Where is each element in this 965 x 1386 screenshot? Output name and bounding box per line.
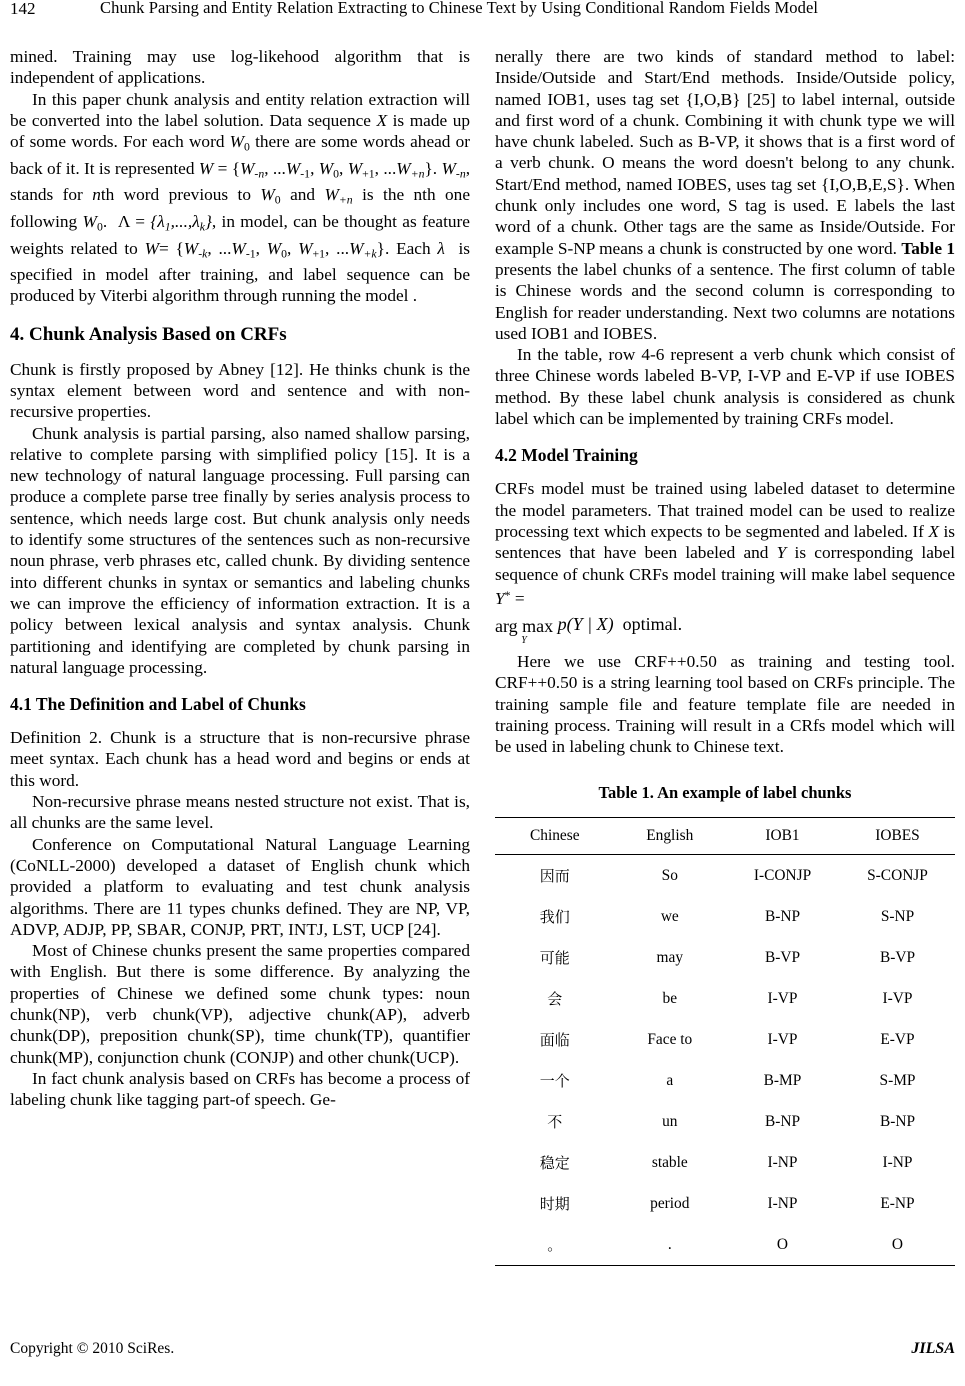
math-lambda-set: $\Lambda = \{\lambda_1,...,\lambda_k\}$ [117,211,212,234]
math-sub-neg-n: -n [455,167,466,181]
math-sub-0: 0 [274,193,281,207]
text-run: , in model, can be thought as feature weights related to [10,211,470,258]
argmax-operator [495,613,554,646]
cell-chinese: 我们 [539,908,570,927]
cell-iob1: I-CONJP [753,866,812,884]
text-run: CRFs model must be trained using labeled dataset to determine the model parameters. That trained model can be used to realize processing text which expects to be segmented and labeled. If [495,479,955,541]
table-row [495,1101,955,1142]
subsection-heading-4-1: 4.1 The Definition and Label of Chunks [10,694,306,715]
paragraph-abney: Chunk is firstly proposed by Abney [12]. He thinks chunk is the syntax element between word and sentence and with non-recursive properties. [10,359,470,422]
math-lambda: λ [437,238,445,258]
cell-iob1: B-NP [764,907,801,925]
cell-english: period [650,1194,690,1212]
math-eq-W: W [198,158,214,178]
text-run: there are some words ahead or back of it. It is represented [10,132,470,178]
cell-iobes: B-VP [879,948,916,966]
table-header-row [495,818,955,855]
paragraph-definition-2: Definition 2. Chunk is a structure that is non-recursive phrase meet syntax. Each chunk has a head word and begins or ends at this word. [10,728,470,790]
paragraph-chunk-analysis: Chunk analysis is partial parsing, also named shallow parsing, relative to complete parsing with simplified policy [15]. It is a new technology of natural language processing. Full parsing can produce a complete parse tree finally by series analysis process to sentence, which needs large cost. But chunk analysis only needs to identify some structures of the sentences such as non-recursive noun phrase, verb phrases etc, called chunk. By dividing sentence into different chunks in syntax or semantics and labeling chunks we can improve the efficiency of information extraction. It is a policy between lexical analysis and syntax analysis. Chunk partitioning and identifying are completed by chunk parsing in natural language processing. [10,423,470,677]
math-sub-neg-k: -k [198,246,208,260]
table-row [495,937,955,978]
table-reference: Table 1 [901,238,955,258]
cell-iob1: B-NP [764,1112,801,1130]
cell-chinese: 不 [547,1113,563,1132]
table-row [495,1224,955,1266]
text-run: In this paper chunk analysis and entity relation extraction will be converted into the label solution. Data sequence [10,89,470,130]
cell-iobes: E-VP [880,1030,915,1048]
cell-chinese: 一个 [539,1072,570,1091]
label-chunks-table [495,817,955,1266]
text-run: th word previous to [100,185,261,205]
cell-english: un [662,1112,678,1130]
cell-iob1: B-MP [763,1071,802,1089]
text-run: and [280,185,325,205]
table-row [495,1183,955,1224]
page-footer [10,1340,955,1358]
cell-english: a [666,1071,674,1089]
text-run: is sentences that have been labeled and [495,521,955,563]
cell-english: So [661,866,678,884]
cell-iobes: S-MP [879,1071,916,1089]
column-header-english: English [615,818,725,855]
running-head [10,0,955,36]
cell-english: may [656,948,684,966]
math-sub-0: 0 [244,140,250,154]
cell-iobes: S-CONJP [867,866,928,884]
math-sub-neg-1: -1 [300,167,311,181]
math-var-Y-star: Y [495,588,505,608]
table-row [495,1060,955,1101]
body-columns [10,46,955,1311]
math-sub-plus-1: +1 [362,167,375,181]
text-run: Each [389,238,438,258]
running-title: Chunk Parsing and Entity Relation Extracting to Chinese Text by Using Conditional Random Fields Model [100,0,819,17]
math-var-W: W [324,185,339,205]
math-sub-plus-n: +n [338,193,353,207]
math-var-W: W [231,238,246,258]
cell-english: we [660,907,679,925]
text-run: stands for [10,185,93,205]
math-sub-0: 0 [281,246,287,260]
cell-english: . [615,1224,725,1266]
math-var-W: W [82,211,97,231]
right-column [495,46,955,1311]
math-sub-1: 1 [164,220,171,234]
cell-chinese: 会 [547,990,563,1009]
text-run: is the nth one following [10,185,470,231]
probability-expression: p(Y | X) [557,614,614,635]
cell-iobes: I-NP [882,1153,913,1171]
paragraph-non-recursive: Non-recursive phrase means nested structure not exist. That is, all chunks are the same level. [10,792,470,833]
text-run: = [510,588,525,608]
subsection-heading-4-2: 4.2 Model Training [495,445,638,466]
cell-english: Face to [647,1030,693,1048]
paragraph-label-methods [495,46,955,344]
math-var-W: W [183,238,199,258]
cell-chinese: 面临 [539,1031,570,1050]
table-row [495,896,955,937]
math-sub-plus-1: +1 [312,246,326,260]
math-var-W: W [441,158,456,178]
math-var-X: X [376,110,388,130]
text-run: nerally there are two kinds of standard method to label: Inside/Outside and Start/End methods. Inside/Outside policy, named IOB1, uses tag set {I,O,B} [25] to label internal, outside and first word of a chunk. Combining it with chunk type we will have chunk labeled. Such as B-VP, it shows that is a first word of a verb chunk. O means the word doesn't belong to any chunk. Start/End method, named IOBES, uses tag set {I,O,B,E,S}. When chunk only includes one word, S tag is used. E labels the last word of a chunk. Other tags are the same as Inside/Outside. For example S-NP means a chunk is constructed by one word. [495,47,955,258]
math-var-Y: Y [776,543,787,563]
cell-iob1: I-NP [767,1153,798,1171]
column-header-iobes: IOBES [840,818,955,855]
math-var-W: W [347,158,363,178]
paragraph-verb-chunk: In the table, row 4-6 represent a verb chunk which consist of three Chinese words labeled B-VP, I-VP and E-VP if use IOBES method. By these label chunk analysis is considered as chunk label which can be implemented by training CRFs model. [495,345,955,429]
cell-iobes: I-VP [882,989,913,1007]
paragraph-conll: Conference on Computational Natural Language Learning (CoNLL-2000) developed a dataset of English chunk which provided a platform to evaluating and test chunk analysis algorithms. There are 11 types chunks defined. They are NP, VP, ADVP, ADJP, PP, SBAR, CONJP, PRT, INTJ, LST, UCP [24]. [10,834,470,939]
table-body [495,855,955,1266]
cell-chinese: 时期 [539,1195,570,1214]
cell-iobes: E-NP [880,1194,915,1212]
text-run: is made up of some words. For each word [10,110,470,152]
math-var-W: W [349,238,364,258]
math-var-W: W [396,158,411,178]
cell-iob1: I-VP [767,1030,798,1048]
cell-iobes: O [840,1224,955,1266]
math-sub-plus-n: +n [410,167,425,181]
cell-iob1: O [725,1224,840,1266]
math-var-W: W [298,238,313,258]
journal-abbreviation: JILSA [911,1340,955,1357]
math-var-W: W [240,158,255,178]
math-var-W: W [144,238,159,258]
paragraph-labeling-process: In fact chunk analysis based on CRFs has become a process of labeling chunk like tagging part-of speech. Ge- [10,1068,470,1110]
cell-english: stable [651,1153,688,1171]
table-header [495,818,955,855]
math-var-W: W [260,185,275,205]
math-var-W0: W [229,132,245,152]
math-superscript-star: * [504,588,511,602]
math-sub-0: 0 [96,220,103,234]
copyright-notice: Copyright © 2010 SciRes. [10,1340,175,1357]
text-run: is specified in model after training, and label sequence can be produced by Viterbi algorithm through running the model . [10,238,470,306]
section-heading-4: 4. Chunk Analysis Based on CRFs [10,323,287,345]
paragraph-chinese-chunks: Most of Chinese chunks present the same properties compared with English. But there is some difference. By analyzing the properties of Chinese we defined some chunk types: noun chunk(NP), verb chunk(VP), adjective chunk(AP), adverb chunk(DP), preposition chunk(SP), time chunk(TP), quantifier chunk(MP), conjunction chunk (CONJP) and other chunk(UCP). [10,941,470,1067]
table-row [495,855,955,897]
table-row [495,1142,955,1183]
page-number: 142 [10,0,36,18]
math-sub-neg-n: -n [254,167,265,181]
cell-english: be [662,989,678,1007]
math-var-W: W [266,238,282,258]
text-run: presents the label chunks of a sentence. The first column of table is Chinese words and the second column is corresponding to English for reader understanding. Next two columns are notations used IOB1 and IOBES. [495,259,955,343]
equation-argmax [495,611,955,646]
math-var-n: n [92,185,101,205]
paragraph-model-training [495,478,955,609]
cell-iobes: S-NP [880,907,915,925]
paragraph-crfpp-tool: Here we use CRF++0.50 as training and testing tool. CRF++0.50 is a string learning tool based on CRFs principle. The training sample file and feature template file are needed in training process. Training will result in a CRfs model which will be used in labeling chunk to Chinese text. [495,651,955,757]
argmax-label: arg max [495,615,554,636]
left-column [10,46,470,1311]
cell-iob1: B-VP [764,948,801,966]
math-sub-0: 0 [333,167,340,181]
paragraph-continued: mined. Training may use log-likehood algorithm that is independent of applications. [10,47,470,88]
paragraph-label-solution: In this paper chunk analysis and entity relation extraction will be converted into the label solution. Data sequence X is made up of some words. For each word $W_0$ there are some words ahead or back of it. It is represented $W = \{W_{-n}$, $...W_{-1}$, $W_0$, $W_{+1}$, $...W_{+n}$}. $W_{-n}$, stands for nth word previous to $W_0$ and $W_{+n}$ is the nth one following $W_0$. $\Lambda = \{\lambda_1,...,\lambda_k\}$, in model, can be thought as feature weights related to $W= \{W_{-k}$, $...W_{-1}$, $W_0$, $W_{+1}$, $...W_{+k}$}. Each λ is specified in model after training, and label sequence can be produced by Viterbi algorithm through running the model . [10,89,471,306]
cell-chinese: 。 [495,1224,615,1266]
table-caption: Table 1. An example of label chunks [598,783,852,803]
column-header-iob1: IOB1 [725,818,840,855]
cell-iob1: I-VP [767,989,798,1007]
equation-tail: optimal. [622,614,683,635]
cell-chinese: 因而 [539,867,570,886]
math-sub-neg-1: -1 [245,246,256,260]
text-run: is corresponding label sequence of chunk CRFs model training will make label sequence [495,543,955,584]
cell-iob1: I-NP [767,1194,798,1212]
math-var-X: X [928,521,939,541]
table-row [495,1019,955,1060]
column-header-chinese: Chinese [495,818,615,855]
math-sub-k: k [199,220,205,234]
math-sub-plus-k: +k [363,246,377,260]
cell-iobes: B-NP [879,1112,916,1130]
table-row [495,978,955,1019]
cell-chinese: 稳定 [539,1154,570,1173]
argmax-subscript: Y [521,634,527,646]
cell-chinese: 可能 [539,949,570,968]
math-var-W: W [318,158,334,178]
math-var-W: W [285,158,301,178]
